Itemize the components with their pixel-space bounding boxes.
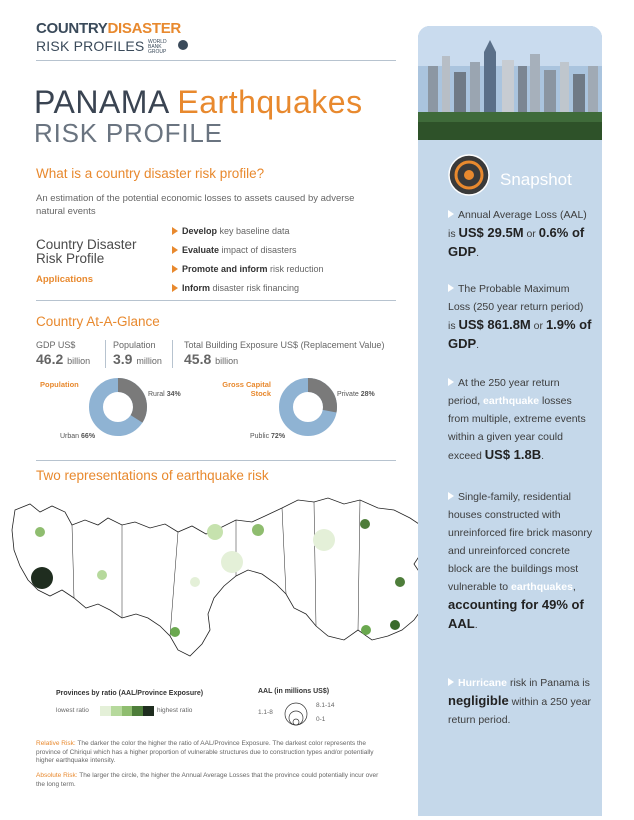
brand-title (36, 20, 181, 37)
page-title (34, 84, 363, 121)
snapshot-item-vulnerable (448, 488, 593, 634)
aal-range-1: 8.1-14 (316, 702, 335, 709)
triangle-bullet-icon (448, 678, 454, 686)
relative-risk-label: Relative Risk: (36, 740, 76, 747)
pie-capital-title-2: Stock (250, 389, 271, 398)
legend-circle-large (285, 703, 307, 725)
triangle-bullet-icon (172, 246, 178, 254)
aal-circle (252, 524, 264, 536)
text: At the 250 year return period, (448, 377, 560, 407)
legend-circle-medium (289, 711, 303, 725)
text: 1.9% of GDP (448, 317, 592, 351)
text: . (476, 339, 480, 351)
title-country: PANAMA (34, 84, 168, 120)
public-label: Public (250, 433, 270, 440)
application-item (172, 226, 290, 236)
triangle-bullet-icon (448, 210, 454, 218)
urban-value: 66% (81, 433, 96, 440)
private-label: Private (337, 391, 359, 398)
app-bold: Promote and inform (182, 264, 268, 274)
app-bold: Develop (182, 226, 218, 236)
text: US$ 1.8B (484, 447, 542, 462)
aal-circle (97, 570, 107, 580)
brand-subtitle: RISK PROFILES (36, 38, 145, 54)
exposure-unit: billion (215, 356, 239, 366)
snapshot-item-aal (448, 206, 593, 262)
population-unit: million (136, 356, 162, 366)
pie-rural-label (148, 391, 181, 398)
text: . (476, 247, 480, 259)
intro-text: An estimation of the potential economic losses to assets caused by adverse natural events (36, 193, 355, 217)
triangle-bullet-icon (172, 265, 178, 273)
text: earthquake (483, 395, 540, 407)
pie-public-label (250, 433, 285, 440)
triangle-bullet-icon (448, 492, 454, 500)
highest-ratio-label: highest ratio (157, 707, 193, 714)
aal-range-3: 0-1 (316, 716, 326, 723)
snapshot-item-pml (448, 280, 593, 354)
app-rest: impact of disasters (219, 245, 297, 255)
text: accounting for 49% of AAL (448, 597, 584, 631)
snapshot-item-hurricane (448, 674, 593, 729)
urban-label: Urban (60, 433, 80, 440)
ratio-color-scale (100, 706, 154, 716)
pie-capital-title (216, 380, 271, 398)
scale-swatch (111, 706, 122, 716)
absolute-risk-note (36, 772, 386, 789)
text: . (541, 450, 545, 462)
scale-swatch (100, 706, 111, 716)
divider (172, 340, 173, 368)
world-bank-text: WORLD BANK GROUP (148, 39, 167, 55)
gdp-value (36, 351, 90, 367)
divider (36, 300, 396, 301)
text: The Probable Maximum Loss (250 year return period) is (448, 283, 584, 332)
aal-circle (190, 577, 200, 587)
public-value: 72% (271, 433, 286, 440)
aal-circle (395, 577, 405, 587)
app-rest: disaster risk financing (210, 283, 300, 293)
pie-urban-label (60, 433, 95, 440)
text: US$ 861.8M (458, 317, 531, 332)
lowest-ratio-label: lowest ratio (56, 707, 89, 714)
scale-swatch (122, 706, 133, 716)
aal-circle (31, 567, 53, 589)
scale-swatch (143, 706, 154, 716)
text: risk in Panama is (507, 677, 590, 689)
triangle-bullet-icon (448, 378, 454, 386)
absolute-risk-text: The larger the circle, the higher the Annual Average Losses that the province could potentially incur over the long term. (36, 772, 379, 788)
text: Single-family, residential houses constructed with unreinforced fire brick masonry and unreinforced concrete block are the buildings most vulnerable to (448, 491, 593, 593)
intro-heading: What is a country disaster risk profile? (36, 166, 265, 181)
exposure-number: 45.8 (184, 351, 212, 367)
pie-capital-title-1: Gross Capital (222, 380, 271, 389)
brand-country: COUNTRY (36, 20, 108, 37)
text: , (572, 581, 576, 593)
gdp-unit: billion (67, 356, 91, 366)
divider (36, 60, 396, 61)
population-value (113, 351, 162, 367)
pie-population-title: Population (40, 380, 79, 389)
page-subtitle: RISK PROFILE (34, 118, 223, 148)
text: Hurricane (458, 677, 508, 689)
relative-risk-note (36, 740, 386, 766)
relative-risk-text: The darker the color the higher the ratio of AAL/Province Exposure. The darkest color represents the province of Chiriqui which has a higher proportion of vulnerable structures due to construction types and/or potentially higher earthquake intensity. (36, 740, 374, 764)
glance-heading: Country At-A-Glance (36, 314, 160, 329)
divider (105, 340, 106, 368)
text: or (523, 228, 539, 240)
aal-circle (313, 529, 335, 551)
aal-range-2: 1.1-8 (258, 709, 273, 716)
aal-circle (390, 620, 400, 630)
divider (36, 460, 396, 461)
snapshot-title: Snapshot (500, 170, 572, 189)
rural-value: 34% (166, 391, 181, 398)
population-number: 3.9 (113, 351, 133, 367)
cdrp-label: Country Disaster Risk Profile (36, 237, 137, 266)
triangle-bullet-icon (172, 284, 178, 292)
gdp-label: GDP US$ (36, 340, 76, 350)
text: earthquakes (511, 581, 573, 593)
city-skyline-photo (418, 26, 602, 140)
exposure-label: Total Building Exposure US$ (Replacement Value) (184, 340, 385, 350)
app-rest: key baseline data (217, 226, 290, 236)
target-icon (446, 152, 492, 198)
triangle-bullet-icon (172, 227, 178, 235)
absolute-risk-label: Absolute Risk: (36, 772, 78, 779)
text: negligible (448, 693, 509, 708)
world-bank-logo-icon (178, 40, 188, 50)
text: within a 250 year return period. (448, 696, 591, 726)
text: . (474, 619, 478, 631)
aal-circle (35, 527, 45, 537)
panama-map (10, 490, 430, 680)
ratio-legend-title: Provinces by ratio (AAL/Province Exposure) (56, 690, 204, 697)
text: US$ 29.5M (458, 225, 524, 240)
triangle-bullet-icon (448, 284, 454, 292)
rural-label: Rural (148, 391, 165, 398)
pie-private-label (337, 391, 375, 398)
aal-circle (360, 519, 370, 529)
app-bold: Inform (182, 283, 210, 293)
scale-swatch (132, 706, 143, 716)
snapshot-panel (418, 26, 602, 816)
application-item (172, 245, 297, 255)
aal-legend-title: AAL (in millions US$) (258, 688, 330, 695)
brand-disaster: DISASTER (107, 20, 181, 37)
text: Annual Average Loss (AAL) is (448, 209, 587, 240)
gdp-number: 46.2 (36, 351, 64, 367)
exposure-value (184, 351, 238, 367)
text: 0.6% of GDP (448, 225, 585, 259)
pie-capital (278, 377, 338, 437)
private-value: 28% (360, 391, 375, 398)
map-heading: Two representations of earthquake risk (36, 468, 269, 483)
aal-circle (361, 625, 371, 635)
applications-label: Applications (36, 274, 94, 285)
application-item (172, 264, 324, 274)
text: or (530, 320, 546, 332)
population-label: Population (113, 340, 156, 350)
text: losses from multiple, extreme events within a given year could exceed (448, 395, 586, 462)
app-bold: Evaluate (182, 245, 220, 255)
aal-circle (170, 627, 180, 637)
app-rest: risk reduction (267, 264, 324, 274)
legend-circle-small (293, 719, 299, 725)
aal-circle (207, 524, 223, 540)
title-hazard: Earthquakes (177, 84, 363, 120)
snapshot-item-250yr (448, 374, 593, 465)
application-item (172, 283, 299, 293)
aal-circle (221, 551, 243, 573)
pie-population (88, 377, 148, 437)
